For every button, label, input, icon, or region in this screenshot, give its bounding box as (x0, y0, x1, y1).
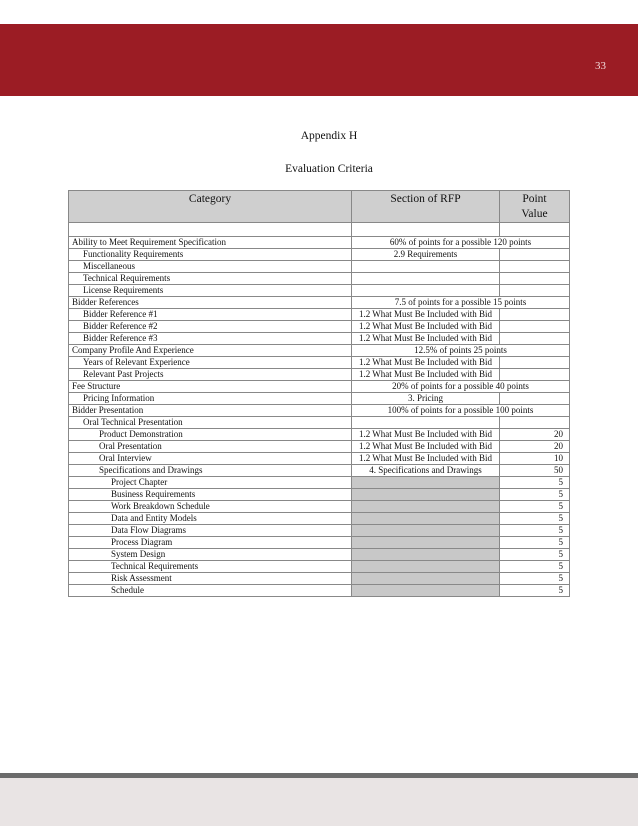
appendix-subtitle: Evaluation Criteria (285, 163, 373, 175)
page-number: 33 (595, 60, 606, 72)
points-cell: 50 (500, 465, 570, 477)
category-cell: Bidder Reference #1 (69, 309, 352, 321)
category-cell: Data and Entity Models (69, 513, 352, 525)
category-cell: Functionality Requirements (69, 249, 352, 261)
points-cell (500, 261, 570, 273)
section-cell: 1.2 What Must Be Included with Bid (352, 453, 500, 465)
category-cell: Bidder References (69, 297, 352, 309)
section-cell: 3. Pricing (352, 393, 500, 405)
header-points (500, 191, 570, 223)
points-cell: 5 (500, 561, 570, 573)
points-cell: 5 (500, 501, 570, 513)
section-cell (352, 273, 500, 285)
category-cell: Project Chapter (69, 477, 352, 489)
points-cell: 5 (500, 513, 570, 525)
table-row (69, 357, 570, 369)
section-cell (352, 261, 500, 273)
category-cell: Oral Technical Presentation (69, 417, 352, 429)
category-cell: Bidder Presentation (69, 405, 352, 417)
category-cell: Oral Presentation (69, 441, 352, 453)
category-cell: Oral Interview (69, 453, 352, 465)
section-cell (352, 537, 500, 549)
table-row (69, 441, 570, 453)
section-cell (352, 585, 500, 597)
spacer-cell (500, 223, 570, 237)
table-row (69, 417, 570, 429)
table-row (69, 321, 570, 333)
points-cell: 5 (500, 525, 570, 537)
table-row (69, 513, 570, 525)
merged-section-points-cell: 20% of points for a possible 40 points (352, 381, 570, 393)
table-row (69, 237, 570, 249)
header-category: Category (69, 191, 352, 223)
table-row (69, 297, 570, 309)
table-row (69, 561, 570, 573)
points-cell: 20 (500, 429, 570, 441)
points-cell (500, 249, 570, 261)
points-cell (500, 369, 570, 381)
header-band (0, 24, 638, 96)
points-cell: 5 (500, 477, 570, 489)
category-cell: Risk Assessment (69, 573, 352, 585)
points-cell: 20 (500, 441, 570, 453)
spacer-row (69, 223, 570, 237)
section-cell (352, 489, 500, 501)
table-row (69, 501, 570, 513)
section-cell: 1.2 What Must Be Included with Bid (352, 357, 500, 369)
table-row (69, 477, 570, 489)
category-cell: Pricing Information (69, 393, 352, 405)
merged-section-points-cell: 60% of points for a possible 120 points (352, 237, 570, 249)
category-cell: Product Demonstration (69, 429, 352, 441)
category-cell: Process Diagram (69, 537, 352, 549)
section-cell: 1.2 What Must Be Included with Bid (352, 321, 500, 333)
table-row (69, 453, 570, 465)
section-cell: 1.2 What Must Be Included with Bid (352, 309, 500, 321)
table-header-row (69, 191, 570, 223)
table-row (69, 261, 570, 273)
header-points-line2: Value (521, 208, 548, 220)
category-cell: Specifications and Drawings (69, 465, 352, 477)
table-body (69, 223, 570, 597)
points-cell (500, 321, 570, 333)
section-cell (352, 285, 500, 297)
table-row (69, 489, 570, 501)
table-row (69, 393, 570, 405)
merged-section-points-cell: 12.5% of points 25 points (352, 345, 570, 357)
section-cell: 1.2 What Must Be Included with Bid (352, 333, 500, 345)
points-cell: 5 (500, 537, 570, 549)
points-cell: 5 (500, 573, 570, 585)
category-cell: Years of Relevant Experience (69, 357, 352, 369)
section-cell (352, 525, 500, 537)
footer-band (0, 778, 638, 826)
merged-section-points-cell: 7.5 of points for a possible 15 points (352, 297, 570, 309)
category-cell: Work Breakdown Schedule (69, 501, 352, 513)
category-cell: Miscellaneous (69, 261, 352, 273)
category-cell: Bidder Reference #3 (69, 333, 352, 345)
table-row (69, 309, 570, 321)
category-cell: Fee Structure (69, 381, 352, 393)
section-cell (352, 561, 500, 573)
table-row (69, 369, 570, 381)
points-cell (500, 285, 570, 297)
table-row (69, 525, 570, 537)
merged-section-points-cell: 100% of points for a possible 100 points (352, 405, 570, 417)
section-cell (352, 513, 500, 525)
appendix-title: Appendix H (300, 130, 358, 142)
table-row (69, 537, 570, 549)
section-cell (352, 549, 500, 561)
section-cell: 2.9 Requirements (352, 249, 500, 261)
points-cell: 5 (500, 549, 570, 561)
category-cell: Schedule (69, 585, 352, 597)
category-cell: Relevant Past Projects (69, 369, 352, 381)
points-cell: 5 (500, 585, 570, 597)
table-row (69, 381, 570, 393)
spacer-cell (69, 223, 352, 237)
category-cell: Business Requirements (69, 489, 352, 501)
section-cell: 1.2 What Must Be Included with Bid (352, 441, 500, 453)
evaluation-criteria-table (68, 190, 570, 597)
category-cell: Company Profile And Experience (69, 345, 352, 357)
points-cell: 5 (500, 489, 570, 501)
section-cell: 1.2 What Must Be Included with Bid (352, 429, 500, 441)
table-row (69, 429, 570, 441)
section-cell (352, 417, 500, 429)
table-row (69, 249, 570, 261)
section-cell (352, 477, 500, 489)
table-row (69, 285, 570, 297)
section-cell (352, 501, 500, 513)
table-row (69, 405, 570, 417)
category-cell: Ability to Meet Requirement Specification (69, 237, 352, 249)
table-row (69, 549, 570, 561)
points-cell (500, 393, 570, 405)
points-cell: 10 (500, 453, 570, 465)
table-row (69, 585, 570, 597)
spacer-cell (352, 223, 500, 237)
table-row (69, 345, 570, 357)
section-cell (352, 573, 500, 585)
header-section: Section of RFP (352, 191, 500, 223)
category-cell: Data Flow Diagrams (69, 525, 352, 537)
table-row (69, 333, 570, 345)
category-cell: Technical Requirements (69, 273, 352, 285)
points-cell (500, 417, 570, 429)
section-cell: 1.2 What Must Be Included with Bid (352, 369, 500, 381)
header-points-line1: Point (522, 193, 547, 205)
section-cell: 4. Specifications and Drawings (352, 465, 500, 477)
points-cell (500, 333, 570, 345)
points-cell (500, 273, 570, 285)
category-cell: License Requirements (69, 285, 352, 297)
points-cell (500, 357, 570, 369)
table-row (69, 465, 570, 477)
table-row (69, 573, 570, 585)
table-row (69, 273, 570, 285)
points-cell (500, 309, 570, 321)
category-cell: Bidder Reference #2 (69, 321, 352, 333)
category-cell: System Design (69, 549, 352, 561)
category-cell: Technical Requirements (69, 561, 352, 573)
